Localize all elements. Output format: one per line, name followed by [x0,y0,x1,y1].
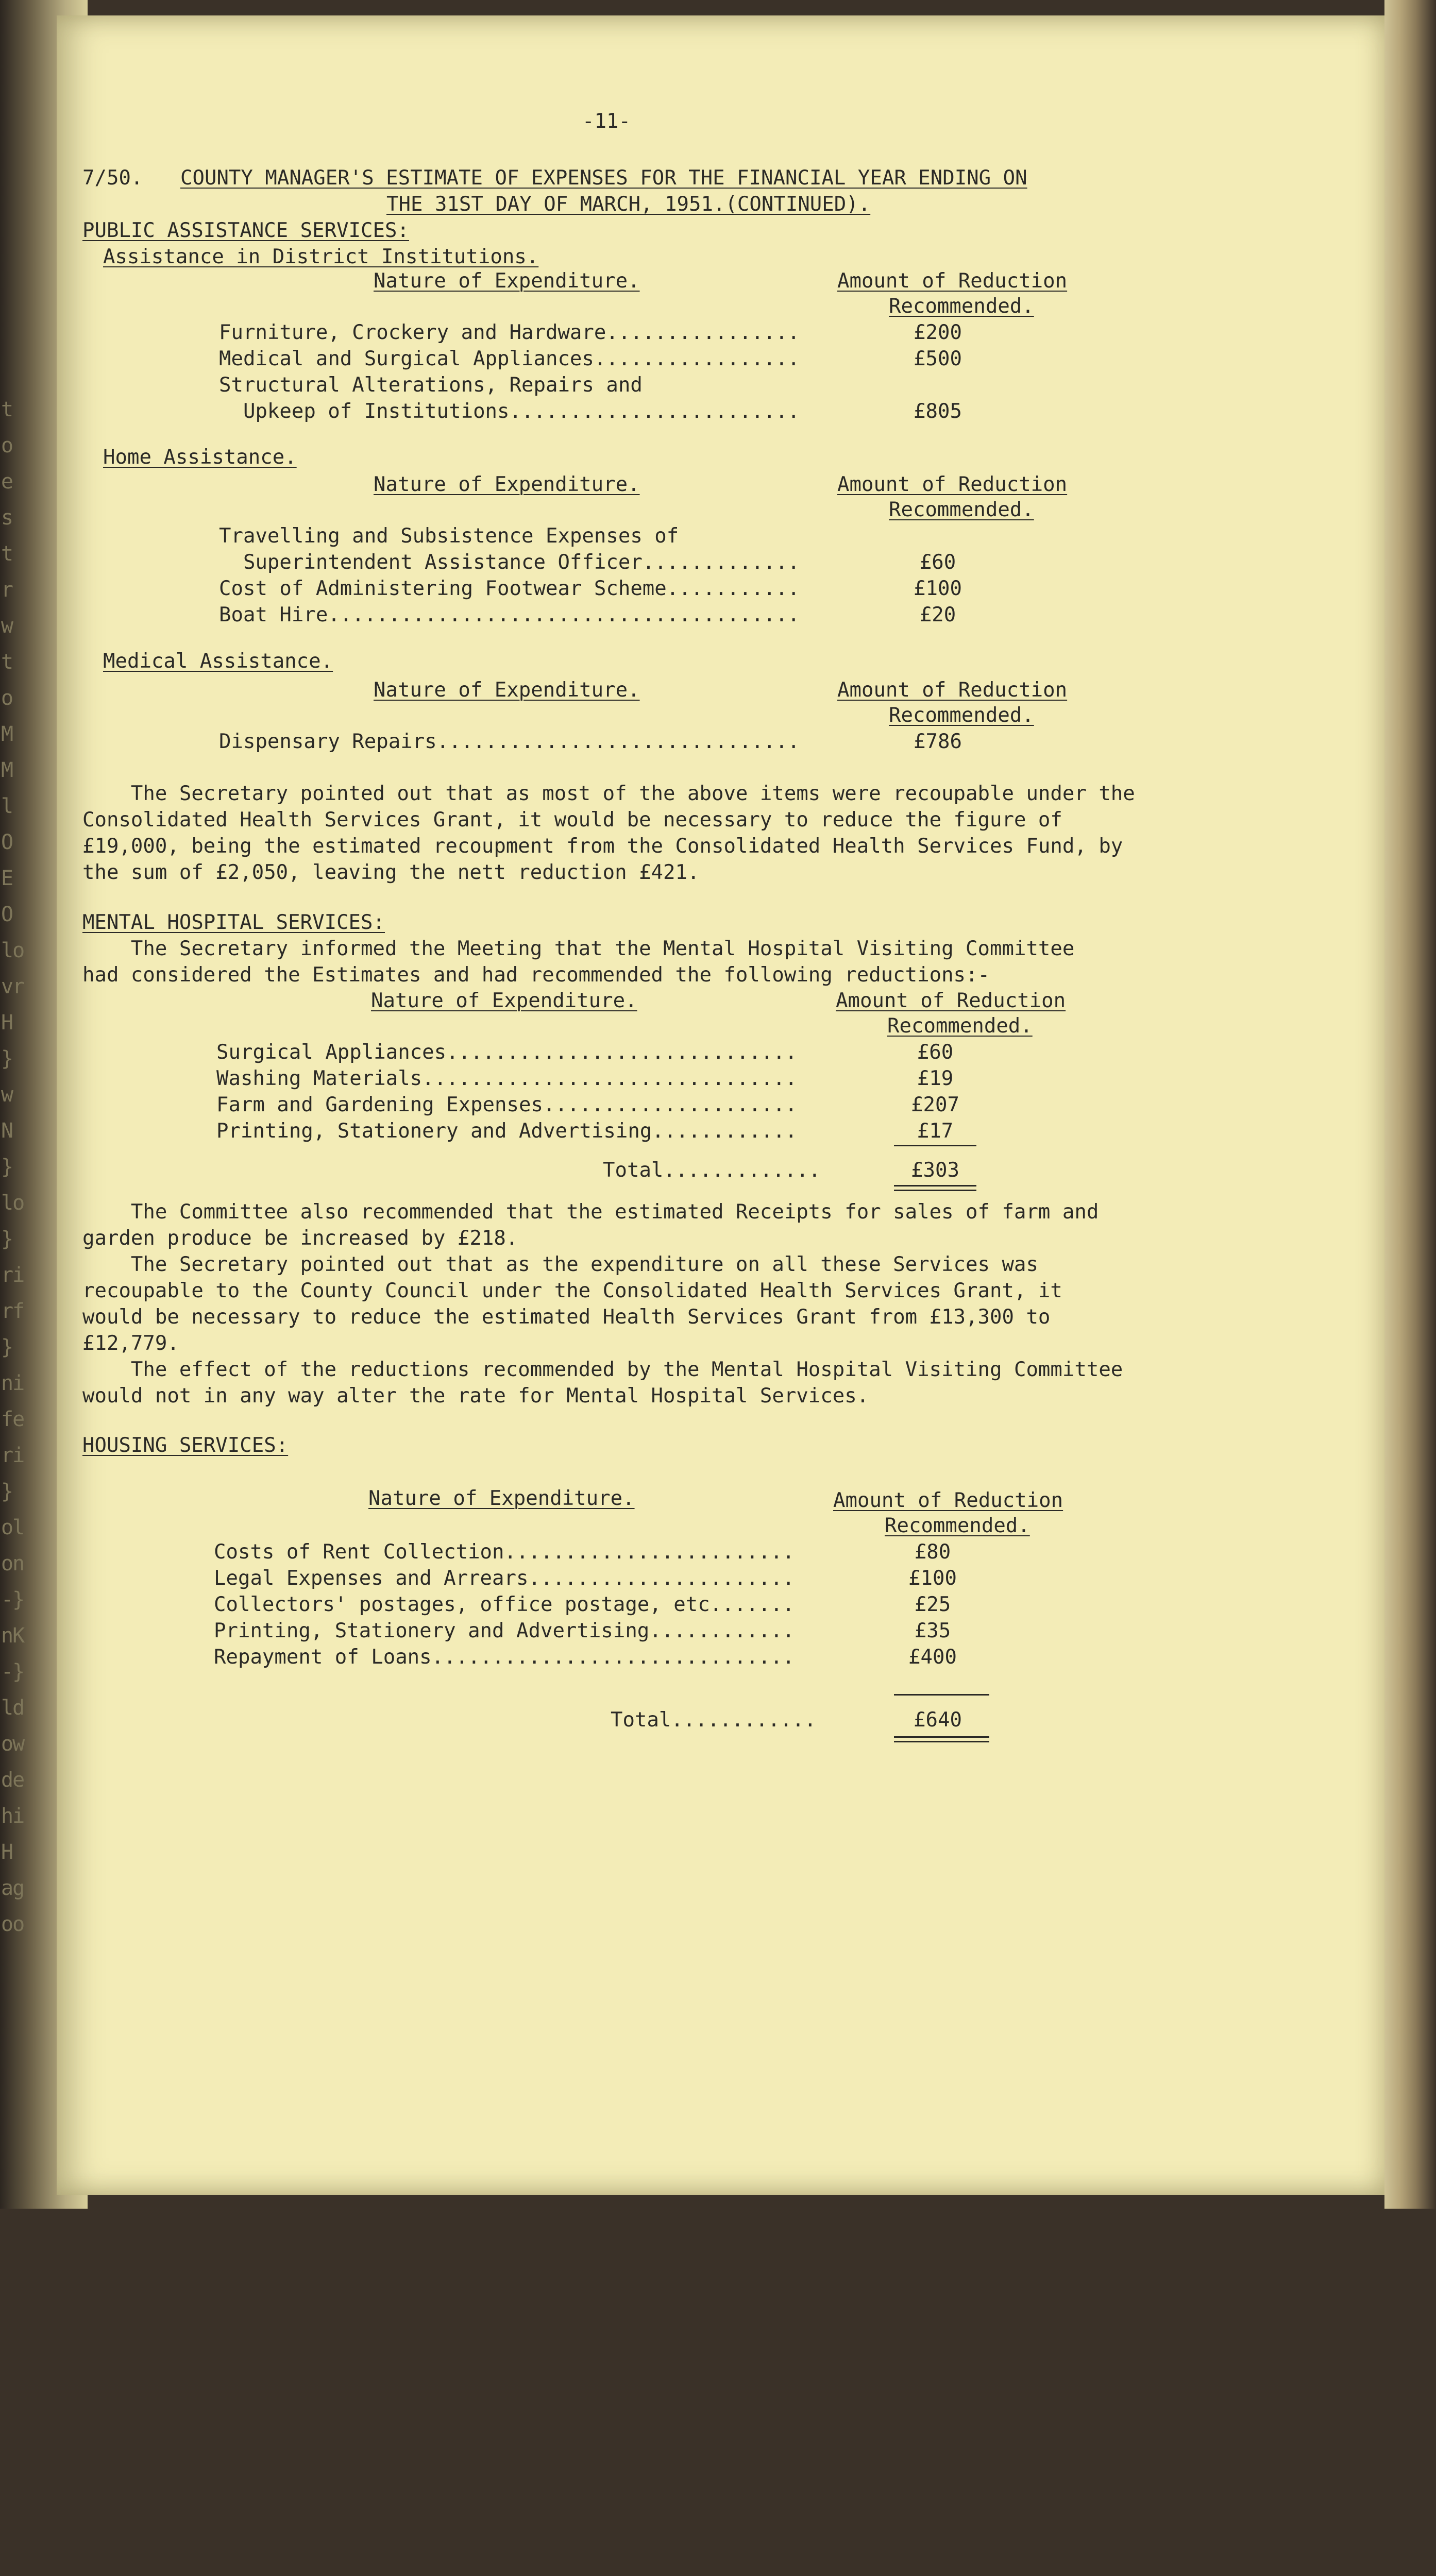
margin-fragment: lo [1,1191,24,1215]
margin-fragment: rf [1,1299,24,1323]
total-amount: £303 [911,1159,959,1182]
column-nature: Nature of Expenditure. [374,473,640,496]
margin-fragment: o [1,686,13,710]
paragraph-line: would not in any way alter the rate for Mental Hospital Services. [82,1384,869,1408]
column-amount: Amount of Reduction [837,269,1068,293]
column-nature: Nature of Expenditure. [371,989,637,1012]
column-amount: Amount of Reduction [836,989,1066,1012]
subtotal-rule [894,1145,976,1146]
total-label: Total............ [611,1708,817,1732]
reduction-amount: £200 [914,321,962,344]
paragraph-line: The Secretary pointed out that as the expenditure on all these Services was [82,1253,1038,1276]
margin-fragment: } [1,1227,13,1251]
margin-fragment: fe [1,1408,24,1431]
expenditure-item: Costs of Rent Collection........................ [214,1540,795,1564]
expenditure-item: Travelling and Subsistence Expenses of [219,524,679,548]
reduction-amount: £20 [919,603,956,626]
margin-fragment: ow [1,1732,24,1756]
margin-fragment: w [1,1083,13,1107]
paragraph-line: £12,779. [82,1332,179,1355]
reduction-amount: £25 [914,1593,951,1616]
margin-fragment: O [1,903,13,926]
margin-fragment: N [1,1119,13,1143]
margin-fragment: M [1,722,13,746]
margin-fragment: vr [1,975,24,998]
expenditure-item: Legal Expenses and Arrears...................... [214,1567,795,1590]
reduction-amount: £60 [919,551,956,574]
minute-reference: 7/50. [82,166,143,190]
expenditure-item: Collectors' postages, office postage, etc....... [214,1593,795,1616]
reduction-amount: £35 [914,1619,951,1642]
reduction-amount: £207 [911,1093,959,1116]
expenditure-item: Repayment of Loans.............................. [214,1646,795,1669]
margin-fragment: w [1,614,13,638]
home-assistance-title: Home Assistance. [103,446,297,469]
margin-fragment: O [1,831,13,854]
margin-fragment: s [1,506,13,530]
paragraph-line: the sum of £2,050, leaving the nett reduction £421. [82,861,700,884]
reduction-amount: £100 [908,1567,957,1590]
paragraph-line: would be necessary to reduce the estimated Health Services Grant from £13,300 to [82,1306,1051,1329]
expenditure-item: Dispensary Repairs.............................. [219,730,800,753]
reduction-amount: £80 [914,1540,951,1564]
margin-fragment: M [1,758,13,782]
margin-fragment: oo [1,1912,24,1936]
margin-fragment: H [1,1840,13,1864]
margin-fragment: ol [1,1516,24,1539]
total-label: Total............. [603,1159,821,1182]
column-recommended: Recommended. [889,498,1034,521]
paragraph-line: The Committee also recommended that the estimated Receipts for sales of farm and [82,1200,1099,1224]
margin-fragment: } [1,1155,13,1179]
expenditure-item: Upkeep of Institutions........................ [219,400,800,423]
expenditure-item: Washing Materials............................... [216,1067,798,1090]
column-recommended: Recommended. [885,1514,1030,1537]
expenditure-item: Printing, Stationery and Advertising............ [214,1619,795,1642]
total-amount: £640 [914,1708,962,1732]
margin-fragment: ni [1,1371,24,1395]
margin-fragment: ri [1,1444,24,1467]
margin-fragment: hi [1,1804,24,1828]
heading-line-2: THE 31ST DAY OF MARCH, 1951.(CONTINUED). [386,193,871,216]
column-recommended: Recommended. [889,295,1034,318]
paragraph-line: The Secretary informed the Meeting that the Mental Hospital Visiting Committee [82,937,1075,960]
margin-fragment: o [1,434,13,457]
column-amount: Amount of Reduction [833,1489,1063,1512]
page-number: -11- [582,110,631,133]
margin-fragment: t [1,650,13,674]
margin-fragment: lo [1,939,24,962]
paragraph-line: Consolidated Health Services Grant, it would be necessary to reduce the figure of [82,808,1062,832]
expenditure-item: Boat Hire....................................... [219,603,800,626]
expenditure-item: Furniture, Crockery and Hardware................ [219,321,800,344]
document-body [82,98,1268,2576]
reduction-amount: £17 [917,1120,954,1143]
reduction-amount: £100 [914,577,962,600]
district-title: Assistance in District Institutions. [103,245,539,268]
margin-fragment: t [1,398,13,421]
mental-hospital-heading: MENTAL HOSPITAL SERVICES: [82,911,385,934]
margin-fragment: E [1,867,13,890]
paragraph-line: The effect of the reductions recommended by the Mental Hospital Visiting Committee [82,1358,1123,1381]
subtotal-rule [894,1694,989,1696]
column-amount: Amount of Reduction [837,679,1068,702]
paragraph-line: had considered the Estimates and had recommended the following reductions:- [82,963,990,987]
margin-fragment: -} [1,1588,24,1612]
previous-page-fragments [1,392,24,1942]
margin-fragment: } [1,1047,13,1071]
reduction-amount: £19 [917,1067,954,1090]
paragraph-line: The Secretary pointed out that as most of the above items were recoupable under the [82,782,1135,805]
paragraph-line: recoupable to the County Council under the Consolidated Health Services Grant, it [82,1279,1062,1302]
total-double-rule [894,1736,989,1742]
housing-heading: HOUSING SERVICES: [82,1434,289,1457]
reduction-amount: £786 [914,730,962,753]
expenditure-item: Medical and Surgical Appliances................. [219,347,800,370]
column-amount: Amount of Reduction [837,473,1068,496]
total-double-rule [894,1185,976,1191]
margin-fragment: } [1,1335,13,1359]
margin-fragment: de [1,1768,24,1792]
reduction-amount: £400 [908,1646,957,1669]
margin-fragment: H [1,1011,13,1035]
column-recommended: Recommended. [887,1014,1033,1038]
margin-fragment: on [1,1552,24,1575]
expenditure-item: Farm and Gardening Expenses..................... [216,1093,798,1116]
expenditure-item: Printing, Stationery and Advertising............ [216,1120,798,1143]
margin-fragment: ag [1,1876,24,1900]
expenditure-item: Superintendent Assistance Officer............. [219,551,800,574]
margin-fragment: ld [1,1696,24,1720]
public-assistance-heading: PUBLIC ASSISTANCE SERVICES: [82,219,409,242]
margin-fragment: ri [1,1263,24,1287]
heading-line-1: COUNTY MANAGER'S ESTIMATE OF EXPENSES FOR THE FINANCIAL YEAR ENDING ON [180,166,1027,190]
reduction-amount: £805 [914,400,962,423]
column-nature: Nature of Expenditure. [368,1487,635,1510]
margin-fragment: l [1,794,13,818]
page-edge [1384,0,1436,2209]
margin-fragment: -} [1,1660,24,1684]
column-nature: Nature of Expenditure. [374,269,640,293]
expenditure-item: Surgical Appliances............................. [216,1041,798,1064]
margin-fragment: nK [1,1624,24,1648]
paragraph-line: garden produce be increased by £218. [82,1227,518,1250]
margin-fragment: e [1,470,13,494]
margin-fragment: t [1,542,13,566]
column-nature: Nature of Expenditure. [374,679,640,702]
expenditure-item: Structural Alterations, Repairs and [219,374,643,397]
paragraph-line: £19,000, being the estimated recoupment from the Consolidated Health Services Fund, by [82,835,1123,858]
expenditure-item: Cost of Administering Footwear Scheme........... [219,577,800,600]
medical-assistance-title: Medical Assistance. [103,650,333,673]
column-recommended: Recommended. [889,704,1034,727]
reduction-amount: £60 [917,1041,954,1064]
reduction-amount: £500 [914,347,962,370]
margin-fragment: } [1,1480,13,1503]
margin-fragment: r [1,578,13,602]
